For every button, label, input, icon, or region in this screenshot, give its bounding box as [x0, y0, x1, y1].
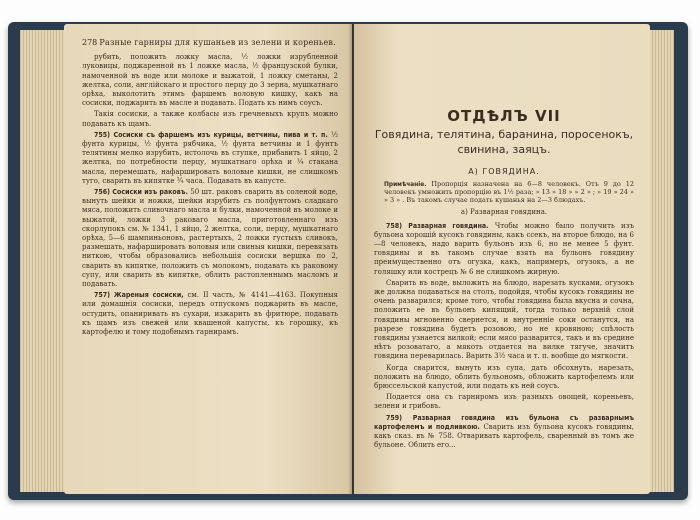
paragraph: Сварить въ воде, выложить на блюдо, нарезать кусками, огузокъ же должна подаваться на столъ, подойдя, чтобы кусокъ говядины не очень разварился; кроме того, чтобы говядина была вкусна и сочна, положить ее въ бульонъ кипящий, тогда только верхній слой говядины мгновенно свернется, и внутренніе соки останутся, на разрезе говядина будетъ розовою, но не кровяною; спѣлость говядины узнается вилкой; если мясо разварится, такъ и въ средине нѣтъ розоватаго, а мякоть отдается на вилке тягуче, значитъ говядина переварилась. Варить 3½ часа и т. п. вообще до мягкости. [374, 278, 634, 361]
paragraph: рубить, положить ложку масла, ½ ложки изрубленной луковицы, поджаренной въ 1 ложке масла, ½ французской булки, намоченной въ воде или молоке и выжатой, 1 ложку сметаны, 2 желтка, соли, англійскаго и простого перцу до 3 зерна, мушкатнаго орѣха, выколотить этимъ фаршемъ воловую кишку, какъ на сосиски, поджарить въ масле и подавать. Подать къ нимъ соусъ. [82, 53, 338, 108]
note-label: Примѣчаніе. [384, 180, 427, 189]
recipe-number: 758) [386, 221, 403, 230]
paragraph: Такія сосиски, а также колбасы изъ гречневыхъ крупъ можно подавать къ щамъ. [82, 110, 338, 128]
recipe-title: Сосиски изъ раковъ. [112, 188, 188, 197]
subsection-heading: a) Разварная говядина. [460, 208, 548, 217]
right-page [354, 24, 650, 494]
recipe-757 [82, 291, 338, 337]
running-title: Разные гарниры для кушаньев из зелени и кореньев. [99, 38, 336, 47]
chapter-subtitle: Говядина, телятина, баранина, поросенокъ, свинина, заяцъ. [374, 128, 634, 157]
chapter-heading [374, 107, 634, 157]
recipe-number: 759) [386, 413, 403, 422]
recipe-title: Сосиски съ фаршемъ изъ курицы, ветчины, пива и т. п. [113, 130, 328, 139]
chapter-title: ОТДѢЛЪ VII [447, 107, 561, 125]
recipe-text: ½ фунта курицы, ½ фунта рябчика, ½ фунта ветчины и 1 фунтъ телятины мелко изрубить, истолочь въ ступке, прибавить 1 яйцо, 2 желтка, по потребности перцу, мушкатнаго орѣха и ¼ стакана масла, перемешать, нафаршировать воловые кишки, не слишкомъ туго, сварить въ кипятке ¾ часа. Подавать въ капусте. [82, 130, 338, 185]
recipe-text: Чтобы можно было получить изъ бульона хорошій кусокъ говядины, какъ ссекъ, на второе блюдо, на 6—8 человекъ, надо варить бульонъ изъ 6, но не менее 5 фунт. говядины и въ такомъ случае взять на бульонъ говядину преимущественно отъ огузка, какъ, напримеръ, огузокъ, а не голяшку или кострецъ № 6 не слишкомъ жирную. [374, 221, 634, 276]
recipe-title: Жареныя сосиски, [113, 291, 184, 300]
section-heading: A) ГОВЯДИНА. [468, 167, 540, 177]
paragraph: Подается она съ гарниромъ изъ разныхъ овощей, кореньевъ, зелени и грибовъ. [374, 393, 634, 411]
recipe-number: 755) [94, 130, 111, 139]
recipe-756 [82, 188, 338, 289]
page-number: 278 [82, 38, 98, 47]
recipe-text: 50 шт. раковъ сварить въ соленой воде, вынуть шейки и ножки, шейки изрубить съ полфунтомъ сладкаго мяса, положить сливочнаго масла и булки, намоченной въ молоке и выжатой, ложки 3 раковаго масла, приготовленнаго изъ скорлупокъ см. № 1341, 1 яйцо, 2 желтка, соли, перцу, мушкатнаго орѣха, 5—6 шампиньоновъ, растертыхъ, 2 ложки густыхъ сливокъ, размешать, нафаршировать воловыя или свиныя кишки, перевязать ниткою, чтобы образовались небольшія сосиски вершка по 2, сварить въ кипятке, положить съ молокомъ, подавать къ раковому супу, или сварить въ кипятке, облить растопленнымъ масломъ и подавать. [82, 188, 338, 289]
recipe-ref: см. II часть, № 4141—4163. [187, 291, 296, 300]
recipe-number: 757) [94, 291, 111, 300]
running-header [82, 38, 338, 47]
recipe-title: Разварная говядина изъ бульона съ разварнымъ картофелемъ и подливкою. [374, 413, 634, 431]
recipe-758 [374, 222, 634, 277]
paragraph: Когда сварится, вынуть изъ супа, дать обсохнуть, нарезать, положить на блюдо, облить бульономъ, обложить картофелемъ или брюссельской капустой, или подать къ ней соусъ. [374, 363, 634, 391]
left-page [64, 24, 352, 494]
recipe-text: Покупныя или домашнія сосиски, передъ отпускомъ поджарить въ масле, остудить, опаниривать въ сухари, изжарить въ фритюре, подавать къ щамъ изъ свежей или квашеной капусты, къ горошку, къ картофелю и тому подобнымъ гарнирамъ. [82, 291, 338, 337]
note [384, 180, 634, 204]
recipe-755 [82, 131, 338, 186]
recipe-number: 756) [94, 188, 111, 197]
note-text: Пропорція назначена на 6—8 человекъ. Отъ 9 до 12 человекъ умножить пропорцію въ 1½ раза; » 13 » 18 » » 2 » ; » 19 » 24 » » 3 » . Въ такомъ случае подать кушанья на 2—3 блюдахъ. [384, 180, 634, 205]
recipe-759 [374, 414, 634, 451]
recipe-text: Сварить изъ бульона кусокъ говядины, какъ сказ. въ № 758. Отваривать картофель, сваренный въ томъ же бульоне. Облить его... [374, 422, 634, 450]
recipe-title: Разварная говядина. [408, 221, 489, 230]
